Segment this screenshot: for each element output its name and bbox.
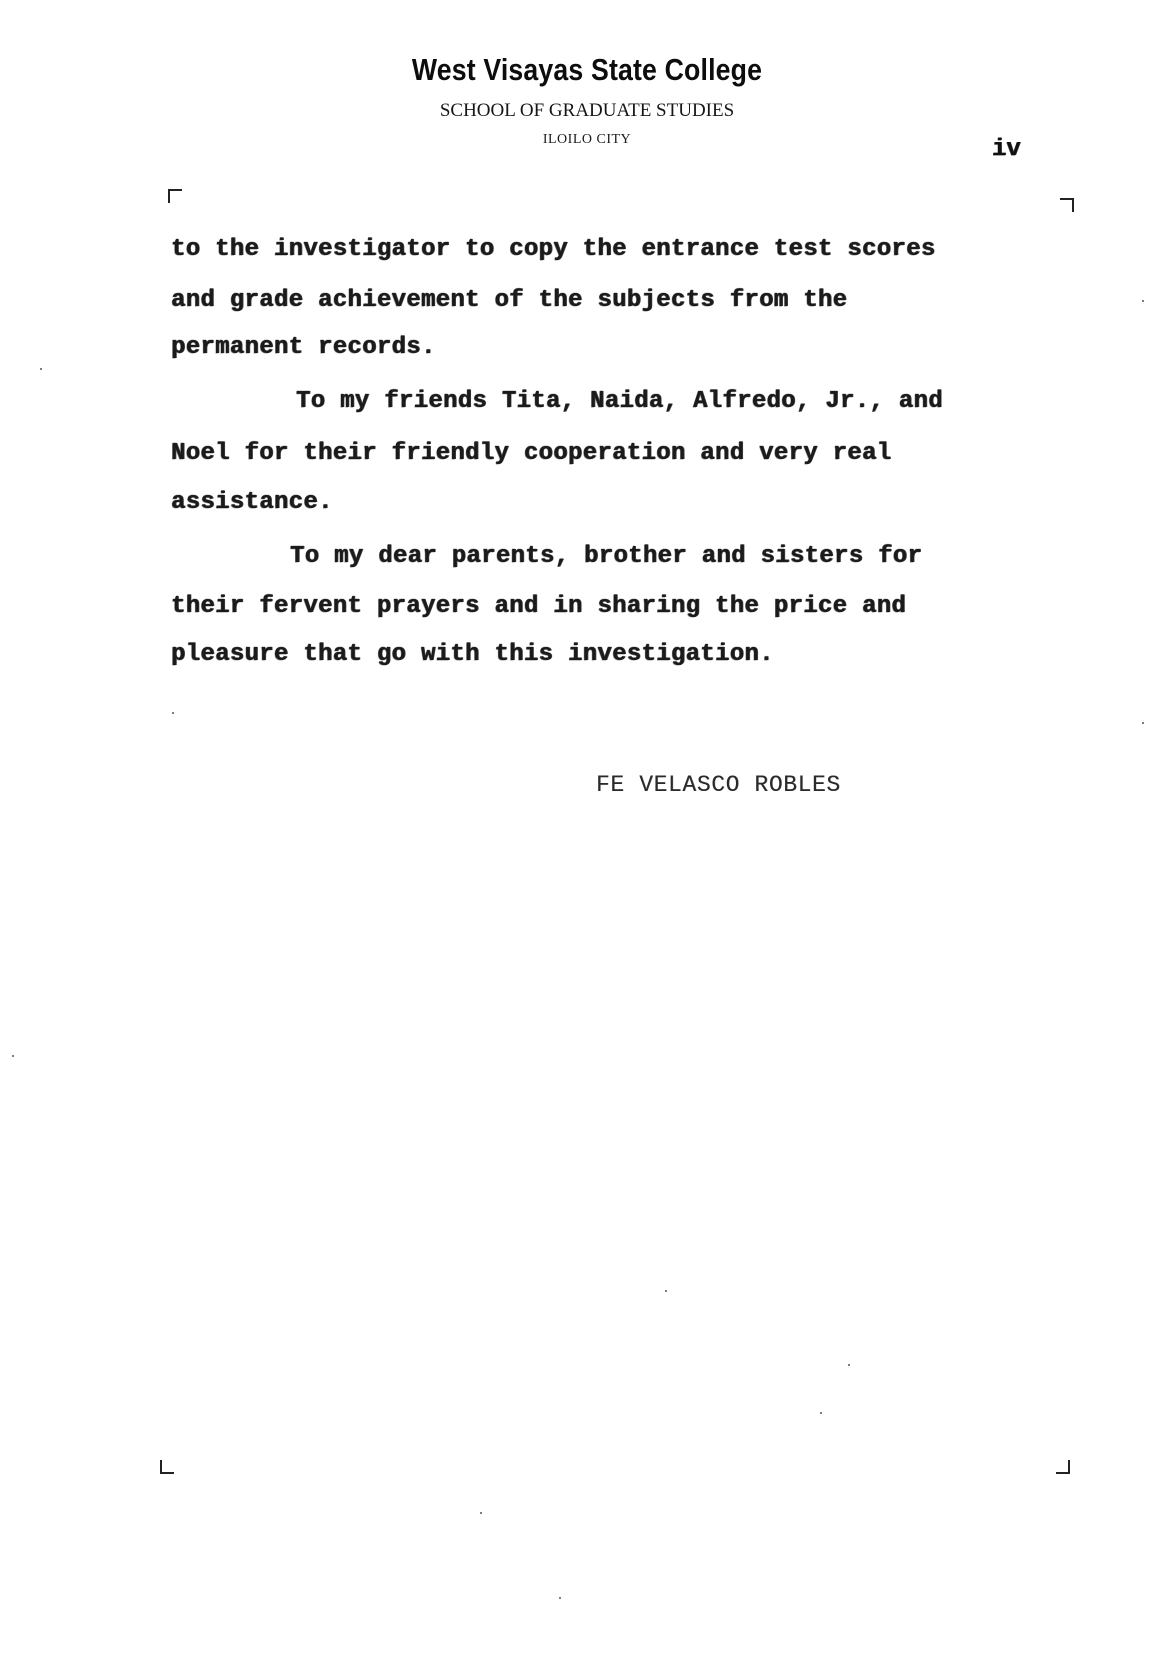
letterhead-institution: West Visayas State College — [411, 52, 763, 87]
page-number: iv — [992, 136, 1021, 163]
body-line: To my friends Tita, Naida, Alfredo, Jr., and — [296, 388, 943, 415]
scan-speck — [1142, 722, 1144, 724]
crop-mark-top-right — [1060, 198, 1074, 212]
scan-speck — [12, 1055, 14, 1057]
letterhead-city: ILOILO CITY — [542, 132, 632, 147]
body-line: To my dear parents, brother and sisters for — [290, 543, 923, 570]
letterhead-school: SCHOOL OF GRADUATE STUDIES — [439, 100, 735, 121]
scan-speck — [820, 1412, 822, 1414]
scan-speck — [559, 1597, 561, 1599]
scan-speck — [1142, 300, 1144, 302]
body-line: and grade achievement of the subjects from the — [171, 287, 848, 314]
body-line: Noel for their friendly cooperation and very real — [171, 440, 892, 467]
scan-speck — [848, 1364, 850, 1366]
body-line: permanent records. — [171, 334, 436, 361]
scan-speck — [172, 712, 174, 714]
body-line: their fervent prayers and in sharing the price and — [171, 593, 907, 620]
crop-mark-top-left — [168, 189, 182, 203]
crop-mark-bottom-left — [160, 1460, 174, 1474]
crop-mark-bottom-right — [1056, 1460, 1070, 1474]
body-line: pleasure that go with this investigation. — [171, 641, 774, 668]
scan-speck — [40, 368, 42, 370]
body-line: assistance. — [171, 489, 333, 516]
signature-name: FE VELASCO ROBLES — [596, 772, 841, 798]
scan-speck — [665, 1290, 667, 1292]
body-line: to the investigator to copy the entrance test scores — [171, 236, 936, 263]
scan-speck — [480, 1512, 482, 1514]
